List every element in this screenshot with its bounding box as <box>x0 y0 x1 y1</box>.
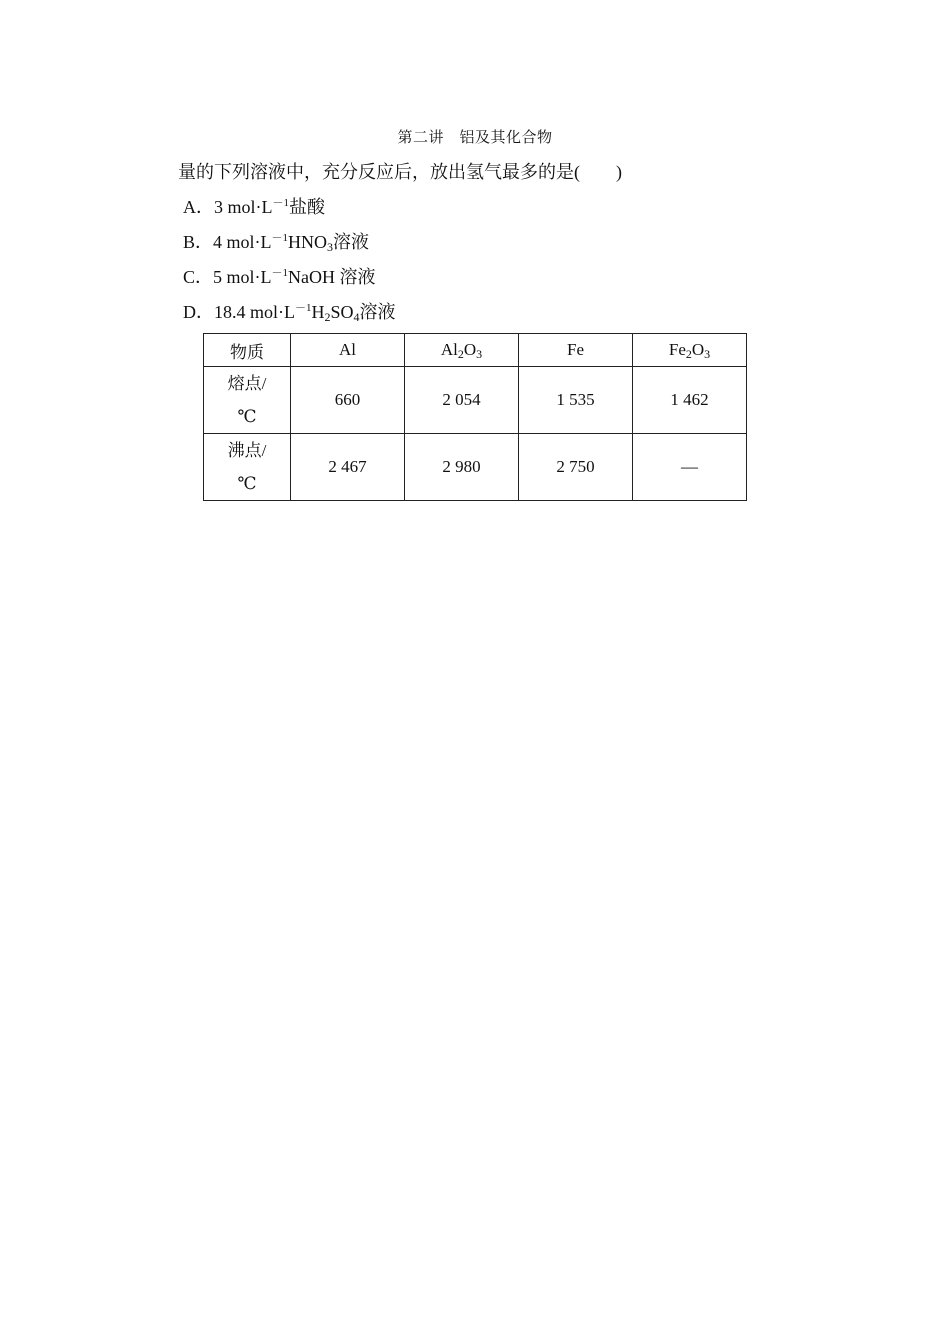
option-letter: D． <box>183 302 214 322</box>
option-solution: NaOH 溶液 <box>288 267 376 287</box>
row-label: 沸点/ ℃ <box>204 434 291 501</box>
page-title: 第二讲 铝及其化合物 <box>397 130 553 146</box>
option-exponent: －1 <box>271 267 289 279</box>
option-solution: 溶液 <box>333 232 370 252</box>
question-text: 量的下列溶液中，充分反应后，放出氢气最多的是( ) <box>178 162 622 182</box>
table-cell: 1 535 <box>519 367 633 434</box>
table-cell: 2 467 <box>291 434 405 501</box>
option-letter: C． <box>183 267 214 287</box>
option-formula: SO <box>330 302 354 322</box>
table-cell: 2 054 <box>405 367 519 434</box>
row-label: 熔点/ ℃ <box>204 367 291 434</box>
header-fe2o3: $Fe_2O_3$ <box>633 334 747 367</box>
option-formula-subscript: 3 <box>327 240 334 254</box>
table-cell: 660 <box>291 367 405 434</box>
option-exponent: －1 <box>295 302 312 314</box>
table-row <box>204 434 747 501</box>
option-letter: B． <box>183 232 214 252</box>
option-value: 4 mol·L <box>213 232 272 252</box>
option-formula: HNO <box>288 232 328 252</box>
option-b[interactable] <box>183 228 369 256</box>
option-solution: 盐酸 <box>289 197 325 217</box>
properties-table <box>203 333 747 501</box>
table-cell: 1 462 <box>633 367 747 434</box>
table-cell: 2 750 <box>519 434 633 501</box>
option-formula-subscript: 4 <box>353 310 360 324</box>
option-letter: A． <box>183 197 214 217</box>
table-cell: 2 980 <box>405 434 519 501</box>
option-value: 3 mol·L <box>214 197 273 217</box>
header-fe: Fe <box>519 334 633 367</box>
option-exponent: －1 <box>272 197 289 209</box>
option-a[interactable] <box>183 193 325 221</box>
option-value: 18.4 mol·L <box>214 302 295 322</box>
option-d[interactable] <box>183 298 396 326</box>
header-al2o3: $Al_2O_3$ <box>405 334 519 367</box>
header-substance: 物质 <box>204 334 291 367</box>
option-formula: H <box>311 302 325 322</box>
table-row <box>204 367 747 434</box>
option-formula-subscript: 2 <box>324 310 331 324</box>
table-header-row <box>204 334 747 367</box>
header-al: Al <box>291 334 405 367</box>
option-c[interactable] <box>183 263 376 291</box>
option-exponent: －1 <box>271 232 289 244</box>
table-cell: — <box>633 434 747 501</box>
option-value: 5 mol·L <box>213 267 272 287</box>
option-solution: 溶液 <box>359 302 396 322</box>
